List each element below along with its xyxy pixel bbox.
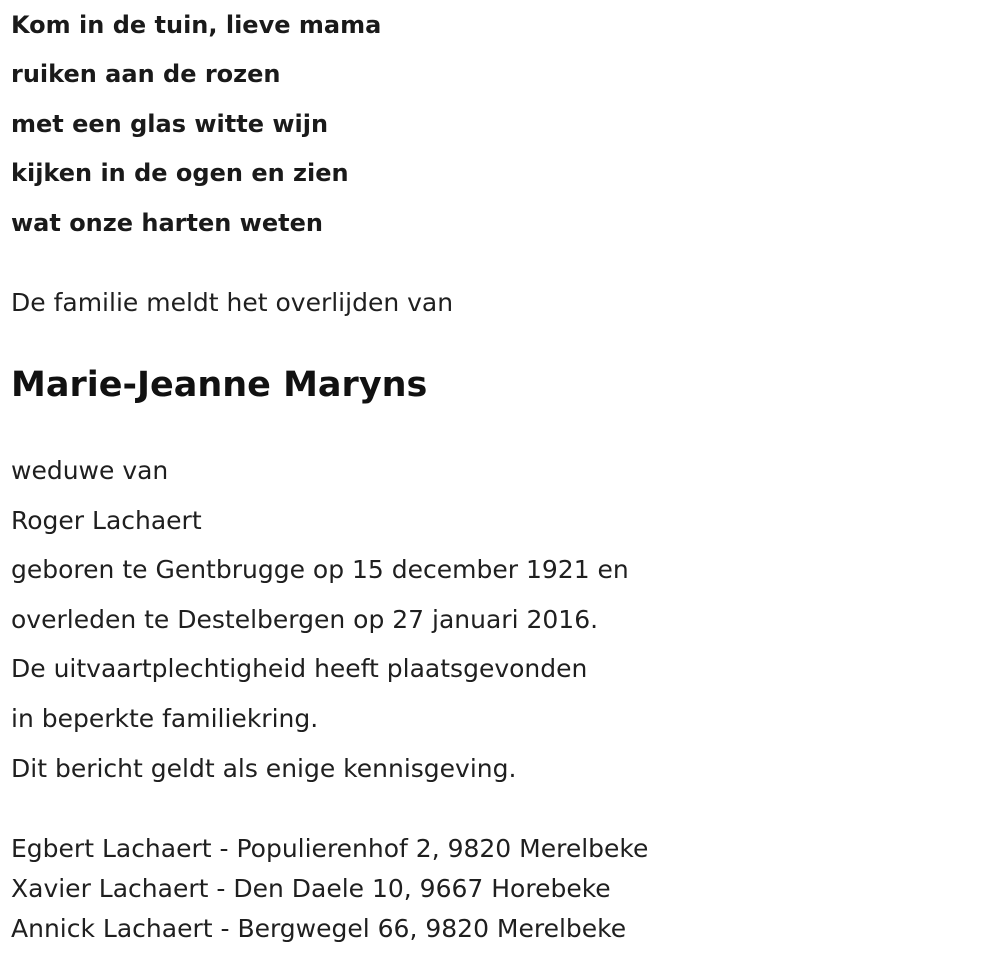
deceased-name: Marie-Jeanne Maryns [11, 365, 428, 405]
detail-line: weduwe van [11, 456, 169, 485]
poem-line: kijken in de ogen en zien [11, 159, 349, 187]
poem-line: wat onze harten weten [11, 209, 323, 237]
detail-line: Dit bericht geldt als enige kennisgeving. [11, 754, 517, 783]
detail-line: Roger Lachaert [11, 506, 202, 535]
contact-line: Egbert Lachaert - Populierenhof 2, 9820 Merelbeke [11, 834, 649, 863]
contact-line: Annick Lachaert - Bergwegel 66, 9820 Merelbeke [11, 914, 627, 943]
poem-line: Kom in de tuin, lieve mama [11, 11, 382, 39]
detail-line: overleden te Destelbergen op 27 januari 2016. [11, 605, 599, 634]
detail-line: De uitvaartplechtigheid heeft plaatsgevonden [11, 654, 588, 683]
announcement-text: De familie meldt het overlijden van [11, 288, 454, 317]
poem-line: ruiken aan de rozen [11, 60, 281, 88]
detail-line: geboren te Gentbrugge op 15 december 1921 en [11, 555, 629, 584]
detail-line: in beperkte familiekring. [11, 704, 319, 733]
poem-line: met een glas witte wijn [11, 110, 329, 138]
contact-line: Xavier Lachaert - Den Daele 10, 9667 Horebeke [11, 874, 611, 903]
